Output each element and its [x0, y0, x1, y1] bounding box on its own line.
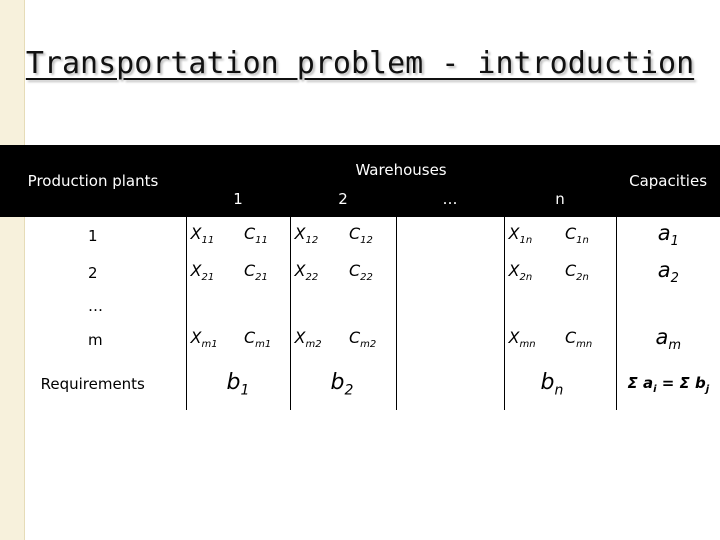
table-row [0, 217, 720, 254]
cell-x: $X_{2n}$ [508, 261, 533, 284]
cell-c: $C_{21}$ [240, 254, 290, 291]
requirements-row [0, 358, 720, 410]
cell-x: $X_{m1}$ [190, 328, 218, 351]
cell-c: $C_{12}$ [345, 217, 396, 254]
warehouse-col-n: n [504, 181, 616, 217]
requirement-b2: $b_2$ [290, 358, 396, 410]
warehouse-col-1: 1 [186, 181, 290, 217]
plant-label: 1 [0, 217, 186, 254]
requirements-label: Requirements [0, 358, 186, 410]
cell-x: $X_{11}$ [190, 224, 215, 247]
requirement-bn: $b_n$ [504, 358, 616, 410]
cell-empty [396, 217, 504, 254]
transportation-table [0, 145, 720, 410]
cell-x: $X_{12}$ [294, 224, 319, 247]
requirement-b1: $b_1$ [186, 358, 290, 410]
plant-label: 2 [0, 254, 186, 291]
cell-c: $C_{1n}$ [561, 217, 616, 254]
capacities-header: Capacities [616, 145, 720, 217]
cell-empty [396, 254, 504, 291]
warehouse-col-2: 2 [290, 181, 396, 217]
cell-c: $C_{m2}$ [345, 321, 396, 358]
cell-x: $X_{21}$ [190, 261, 215, 284]
table-row [0, 321, 720, 358]
warehouses-header: Warehouses [186, 145, 616, 181]
cell-x: $X_{1n}$ [508, 224, 533, 247]
table-row-ellipsis [0, 291, 720, 321]
capacity-cell: $a_2$ [657, 258, 679, 287]
cell-x: $X_{22}$ [294, 261, 319, 284]
capacity-cell: $a_1$ [657, 221, 679, 250]
production-plants-header: Production plants [0, 145, 186, 217]
cell-c: $C_{2n}$ [561, 254, 616, 291]
cell-c: $C_{22}$ [345, 254, 396, 291]
cell-x: $X_{m2}$ [294, 328, 322, 351]
plant-label: … [0, 291, 186, 321]
cell-c: $C_{mn}$ [561, 321, 616, 358]
cell-empty [396, 321, 504, 358]
slide-title: Transportation problem - introduction [25, 46, 695, 81]
warehouse-col-dots: … [396, 181, 504, 217]
capacity-cell: $a_m$ [655, 325, 682, 354]
header-row-top [0, 145, 720, 181]
table-row [0, 254, 720, 291]
plant-label: m [0, 321, 186, 358]
cell-c: $C_{11}$ [240, 217, 290, 254]
cell-c: $C_{m1}$ [240, 321, 290, 358]
cell-x: $X_{mn}$ [508, 328, 536, 351]
balance-formula: Σ $a_i = \Sigma$ $b_j$ [627, 373, 710, 395]
